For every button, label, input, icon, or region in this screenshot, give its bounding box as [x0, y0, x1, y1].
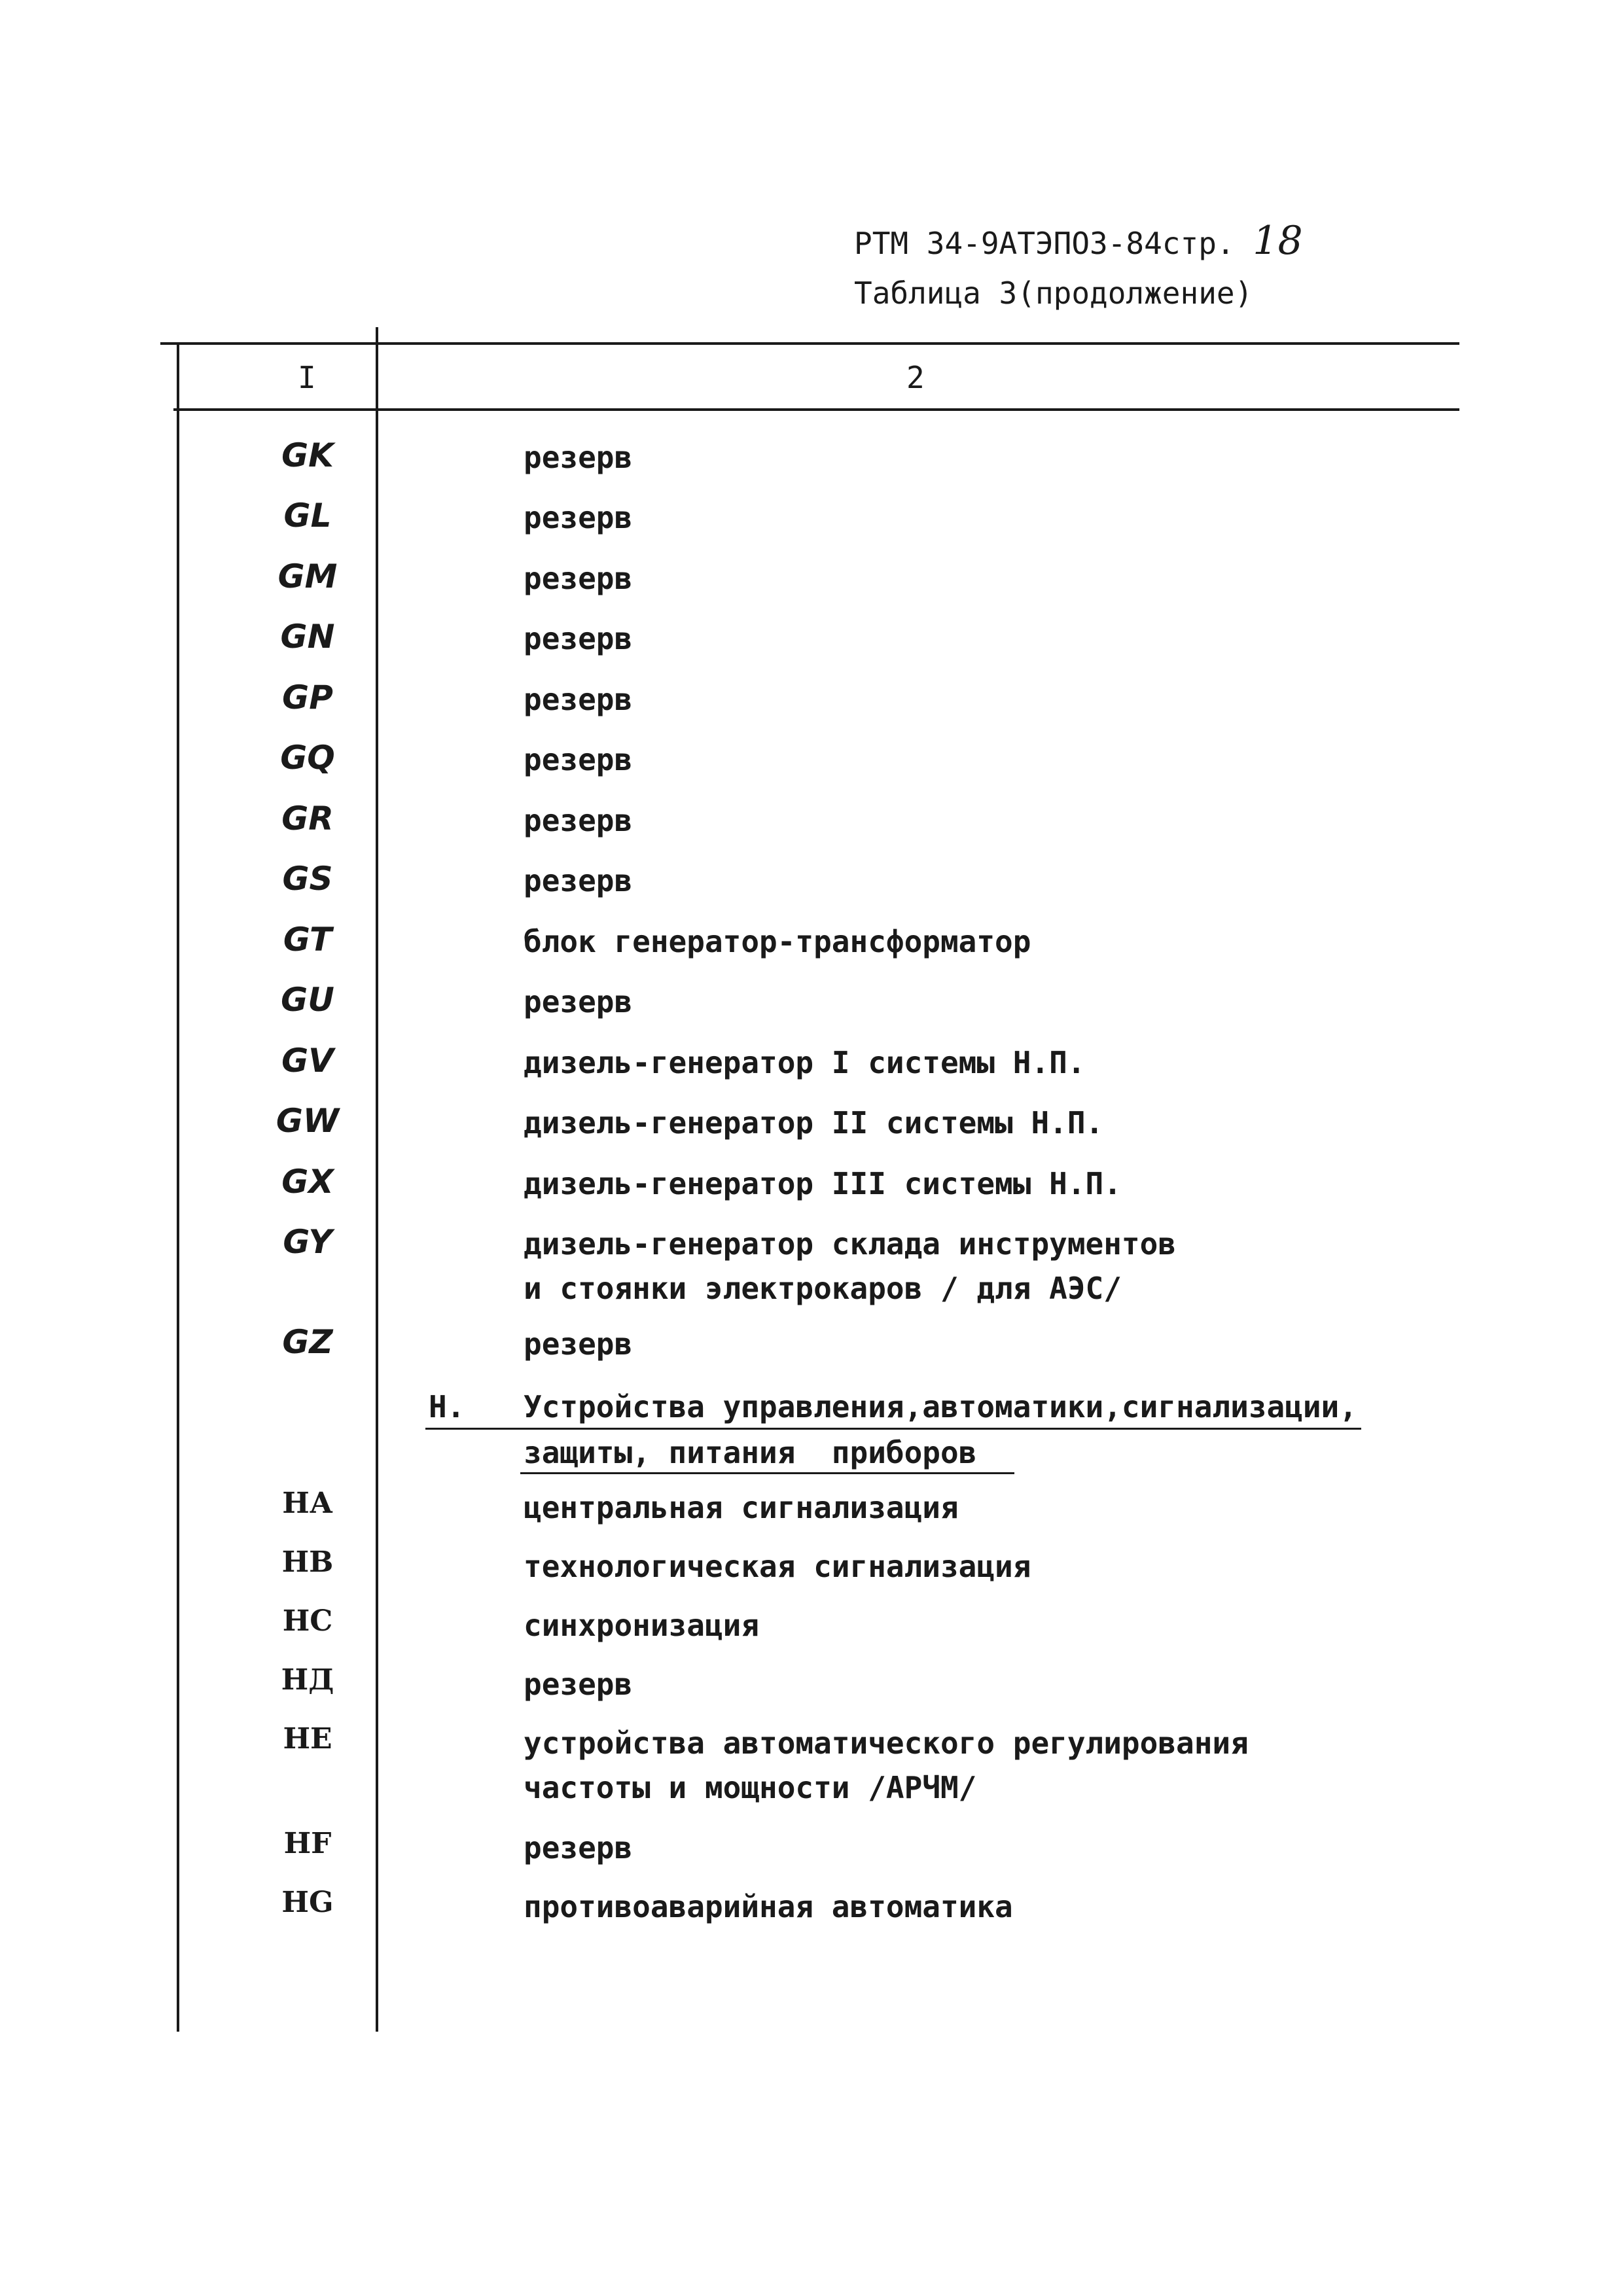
h-row-description: устройства автоматического регулирования частоты и мощности /АРЧМ/	[524, 1725, 1249, 1805]
h-row-description: технологическая сигнализация	[524, 1549, 1031, 1584]
column-2-header: 2	[906, 360, 925, 395]
g-row-code: GW	[276, 1102, 340, 1140]
g-row-description: резерв	[524, 984, 633, 1019]
column-1-header: I	[298, 360, 316, 395]
g-row-description: резерв	[524, 500, 633, 535]
table-top-rule	[160, 342, 1459, 345]
g-row-description: резерв	[524, 682, 633, 717]
g-row-description: дизель-генератор склада инструментов и стоянки электрокаров / для АЭС/	[524, 1226, 1176, 1306]
section-title: Устройства управления,автоматики,сигнализации, защиты, питания приборов	[524, 1389, 1357, 1470]
h-row-description: противоаварийная автоматика	[524, 1889, 1013, 1924]
section-underline-1	[425, 1428, 1361, 1430]
h-row-description: синхронизация	[524, 1608, 760, 1643]
h-row-code: НА	[282, 1487, 333, 1520]
g-row-code: GP	[282, 679, 333, 716]
g-row-description: блок генератор-трансформатор	[524, 924, 1031, 959]
table-caption: Таблица 3(продолжение)	[854, 275, 1253, 311]
column-divider	[376, 327, 378, 2032]
g-row-description: дизель-генератор I системы Н.П.	[524, 1045, 1086, 1080]
g-row-code: GU	[281, 981, 334, 1019]
g-row-description: дизель-генератор III системы Н.П.	[524, 1166, 1122, 1201]
g-row-code: GZ	[282, 1323, 333, 1361]
g-row-description: дизель-генератор II системы Н.П.	[524, 1105, 1104, 1140]
g-row-description: резерв	[524, 803, 633, 838]
g-row-description: резерв	[524, 440, 633, 475]
page-header	[854, 216, 1303, 318]
g-row-code: GR	[281, 800, 334, 838]
g-row-code: GX	[281, 1163, 334, 1201]
section-letter: Н.	[429, 1389, 465, 1424]
g-row-description: резерв	[524, 1326, 633, 1362]
g-row-description: резерв	[524, 561, 633, 596]
g-row-code: GN	[280, 618, 335, 656]
h-row-description: резерв	[524, 1667, 633, 1702]
g-row-description: резерв	[524, 863, 633, 898]
page-number: 18	[1253, 218, 1303, 264]
h-row-code: НЕ	[283, 1722, 332, 1756]
g-row-code: GM	[277, 557, 338, 595]
h-row-code: НВ	[281, 1545, 334, 1579]
doc-reference: РТМ 34-9АТЭПО3-84стр.	[854, 226, 1235, 261]
g-row-code: GY	[283, 1223, 332, 1261]
table-left-border	[177, 344, 179, 2032]
h-row-description: центральная сигнализация	[524, 1490, 959, 1525]
g-row-code: GS	[282, 860, 333, 898]
h-row-code: НС	[282, 1604, 333, 1638]
doc-reference-line	[854, 216, 1303, 268]
g-row-description: резерв	[524, 621, 633, 656]
g-row-code: GK	[281, 436, 334, 474]
h-row-code: НД	[281, 1663, 334, 1697]
h-row-code: НG	[281, 1886, 334, 1919]
h-row-code: НF	[283, 1827, 332, 1860]
g-row-description: резерв	[524, 742, 633, 777]
section-underline-2	[520, 1472, 1014, 1474]
h-row-description: резерв	[524, 1830, 633, 1865]
g-row-code: GT	[283, 921, 332, 959]
header-bottom-rule	[173, 408, 1459, 411]
g-row-code: GL	[283, 497, 332, 535]
g-row-code: GQ	[280, 739, 335, 777]
g-row-code: GV	[281, 1042, 334, 1080]
